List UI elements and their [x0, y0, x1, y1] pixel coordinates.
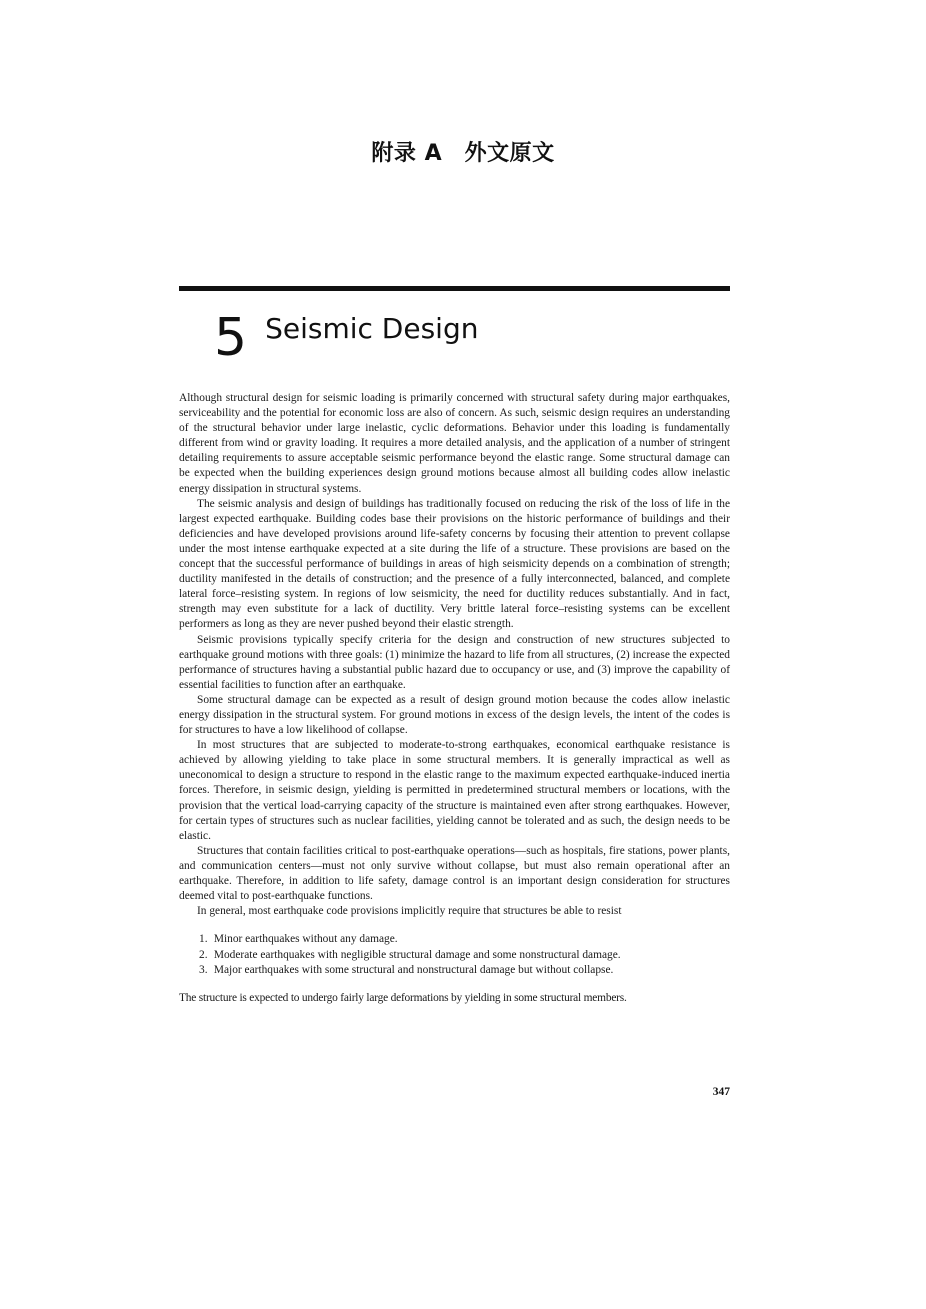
list-item-text: Moderate earthquakes with negligible structural damage and some nonstructural damage.: [213, 948, 621, 961]
chapter-rule: [179, 286, 730, 291]
paragraph: The seismic analysis and design of buildings has traditionally focused on reducing the risk of the loss of life in the largest expected earthquake. Building codes base their provisions on the historic performance of buildings and their deficiencies and have developed provisions around life-safety concerns by focusing their attention to prevent collapse under the most intense earthquake expected at a site during the life of a structure. These provisions are based on the concept that the successful performance of buildings in areas of high seismicity depends on a combination of strength; ductility manifested in the details of construction; and the presence of a fully interconnected, balanced, and complete lateral force–resisting system. In regions of low seismicity, the need for ductility reduces substantially. And in fact, strength may even substitute for a lack of ductility. Very brittle lateral force–resisting systems can be excellent performers as long as they are never pushed beyond their elastic strength.: [179, 497, 730, 631]
paragraph: Seismic provisions typically specify criteria for the design and construction of new structures subjected to earthquake ground motions with three goals: (1) minimize the hazard to life from all structures, (2) increase the expected performance of structures having a substantial public hazard due to occupancy or use, and (3) improve the capability of essential facilities to function after an earthquake.: [179, 633, 730, 691]
list-item-number: 3.: [199, 963, 208, 976]
list-item: [199, 932, 730, 947]
page-number: 347: [712, 1086, 730, 1098]
appendix-title: 附录 A 外文原文: [371, 141, 555, 166]
paragraph: In general, most earthquake code provisions implicitly require that structures be able to resist: [197, 905, 622, 918]
paragraph: Structures that contain facilities critical to post-earthquake operations—such as hospitals, fire stations, power plants, and communication centers—must not only survive without collapse, but must also remain operational after an earthquake. Therefore, in addition to life safety, damage control is an important design consideration for structures deemed vital to post-earthquake functions.: [179, 844, 730, 903]
paragraph: Although structural design for seismic loading is primarily concerned with structural safety during major earthquakes, serviceability and the potential for economic loss are also of concern. As such, seismic design requires an understanding of the structural behavior under large inelastic, cyclic deformations. Behavior under this loading is fundamentally different from wind or gravity loading. It requires a more detailed analysis, and the application of a number of stringent detailing requirements to assure acceptable seismic performance beyond the elastic range. Some structural damage can be expected when the building experiences design ground motions because almost all building codes allow inelastic energy dissipation in structural systems.: [179, 392, 730, 495]
paragraph: Some structural damage can be expected as a result of design ground motion because the codes allow inelastic energy dissipation in the structural system. For ground motions in excess of the design levels, the intent of the codes is for structures to have a low likelihood of collapse.: [179, 693, 730, 737]
list-item-number: 1.: [199, 933, 208, 946]
closing-paragraph: The structure is expected to undergo fairly large deformations by yielding in some structural members.: [179, 992, 627, 1005]
paragraph: In most structures that are subjected to moderate-to-strong earthquakes, economical earthquake resistance is achieved by allowing yielding to take place in some structural members. It is generally impractical as well as uneconomical to design a structure to respond in the elastic range to the maximum expected earthquake-induced inertia forces. Therefore, in seismic design, yielding is permitted in predetermined structural members or locations, with the provision that the vertical load-carrying capacity of the structure is maintained even after strong earthquakes. However, for certain types of structures such as nuclear facilities, yielding cannot be tolerated and as such, the design needs to be elastic.: [179, 739, 730, 842]
chapter-number: 5: [214, 308, 248, 368]
list-item-text: Minor earthquakes without any damage.: [213, 933, 398, 946]
list-item: [199, 948, 730, 963]
list-item-number: 2.: [199, 948, 208, 961]
body-text: [179, 391, 730, 1006]
list-item: [199, 963, 730, 978]
list-item-text: Major earthquakes with some structural and nonstructural damage but without collapse.: [213, 963, 614, 976]
chapter-title: Seismic Design: [265, 312, 479, 345]
chapter-heading: [214, 306, 478, 366]
requirements-list: [179, 932, 730, 978]
